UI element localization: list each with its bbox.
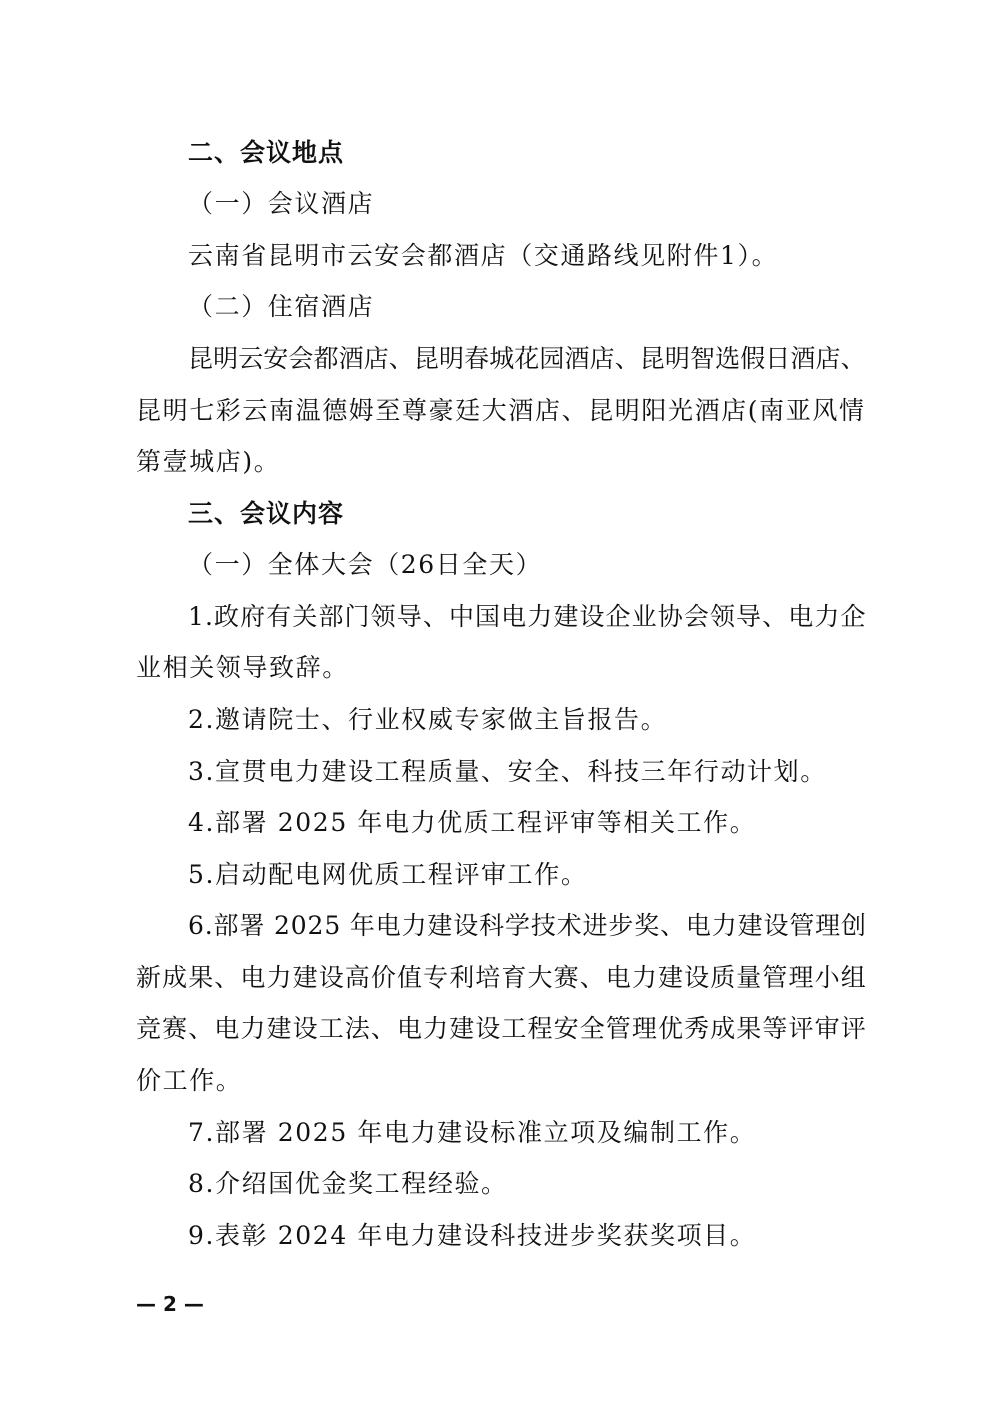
agenda-item-1-line-1: 1.政府有关部门领导、中国电力建设企业协会领导、电力企 [188,602,867,631]
agenda-item-8: 8.介绍国优金奖工程经验。 [188,1169,508,1198]
page-number: — 2 — [136,1292,204,1316]
agenda-item-2: 2.邀请院士、行业权威专家做主旨报告。 [188,705,668,734]
section-heading-content: 三、会议内容 [188,499,345,528]
subheading-meeting-hotel: （一）会议酒店 [188,189,375,218]
meeting-hotel-text: 云南省昆明市云安会都酒店（交通路线见附件1）。 [188,241,779,270]
agenda-item-9: 9.表彰 2024 年电力建设科技进步奖获奖项目。 [188,1221,757,1250]
agenda-item-4: 4.部署 2025 年电力优质工程评审等相关工作。 [188,808,757,837]
lodging-hotels-line-1: 昆明云安会都酒店、昆明春城花园酒店、昆明智选假日酒店、 [188,344,866,373]
lodging-hotels-line-2: 昆明七彩云南温德姆至尊豪廷大酒店、昆明阳光酒店(南亚风情 [136,396,866,425]
agenda-item-7: 7.部署 2025 年电力建设标准立项及编制工作。 [188,1118,757,1147]
agenda-item-3: 3.宣贯电力建设工程质量、安全、科技三年行动计划。 [188,757,827,786]
agenda-item-6-line-3: 竞赛、电力建设工法、电力建设工程安全管理优秀成果等评审评 [136,1014,867,1043]
subheading-lodging-hotels: （二）住宿酒店 [188,292,375,321]
agenda-item-1-line-2: 业相关领导致辞。 [136,653,349,682]
agenda-item-6-line-4: 价工作。 [136,1066,243,1095]
agenda-item-6-line-2: 新成果、电力建设高价值专利培育大赛、电力建设质量管理小组 [136,963,867,992]
subheading-plenary: （一）全体大会（26日全天） [188,550,543,579]
agenda-item-5: 5.启动配电网优质工程评审工作。 [188,860,588,889]
agenda-item-6-line-1: 6.部署 2025 年电力建设科学技术进步奖、电力建设管理创 [188,911,867,940]
lodging-hotels-line-3: 第壹城店)。 [136,447,281,476]
section-heading-venue: 二、会议地点 [188,138,345,167]
